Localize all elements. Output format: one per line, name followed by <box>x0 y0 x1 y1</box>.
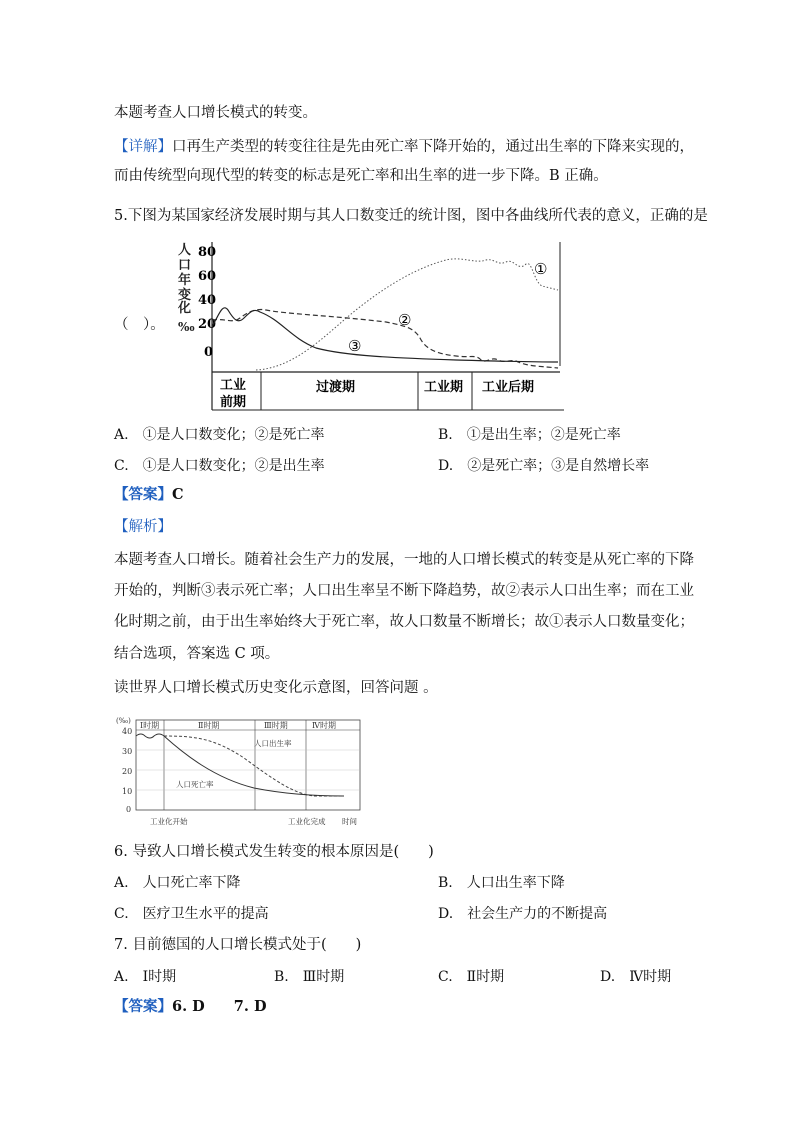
chart2-birth-label: 人口出生率 <box>254 739 292 748</box>
chart2-unit: (‰) <box>116 717 131 725</box>
curve-3-death <box>212 308 558 362</box>
chart2-period-4: Ⅳ时期 <box>312 721 336 730</box>
q6-option-c: C. 医疗卫生水平的提高 <box>114 906 269 922</box>
chart2-period-3: Ⅲ时期 <box>264 721 288 730</box>
q5-analysis-1: 本题考查人口增长。随着社会生产力的发展，一地的人口增长模式的转变是从死亡率的下降 <box>114 552 694 568</box>
q6-option-a: A. 人口死亡率下降 <box>114 875 241 891</box>
period-transition: 过渡期 <box>316 380 356 395</box>
q7-option-c: C. Ⅱ时期 <box>438 969 505 985</box>
chart2-death-label: 人口死亡率 <box>176 780 214 789</box>
period-industrial: 工业期 <box>424 380 464 395</box>
curve-label-2: ② <box>398 311 412 329</box>
chart2-xlabel-end: 工业化完成 <box>288 817 326 826</box>
chart2-ytick: 20 <box>122 767 133 776</box>
detail-line-1 <box>114 137 694 157</box>
chart2-ytick: 30 <box>122 747 133 756</box>
q7-option-d: D. Ⅳ时期 <box>600 969 672 985</box>
chart2-ytick: 40 <box>122 727 133 736</box>
chart1-permille: ‰ <box>178 320 195 334</box>
q5-option-b: B. ①是出生率；②是死亡率 <box>438 427 621 443</box>
chart2-period-1: Ⅰ时期 <box>140 721 160 730</box>
q5-analysis-4: 结合选项，答案选 C 项。 <box>114 646 280 662</box>
q5-analysis-tag: 【解析】 <box>114 519 172 535</box>
chart1-ytick: 80 <box>198 245 217 260</box>
chart2-xlabel-time: 时间 <box>342 817 357 826</box>
curve-label-1: ① <box>534 260 548 278</box>
q7-option-b: B. Ⅲ时期 <box>274 969 345 985</box>
chart2-xlabel-start: 工业化开始 <box>150 817 188 826</box>
period-pre-industrial-2: 前期 <box>220 395 247 410</box>
chart1-ytick: 20 <box>198 317 217 332</box>
q67-intro: 读世界人口增长模式历史变化示意图，回答问题 。 <box>114 680 438 696</box>
q5-option-a: A. ①是人口数变化；②是死亡率 <box>114 427 325 443</box>
detail-text-1: 口再生产类型的转变往往是先由死亡率下降开始的，通过出生率的下降来实现的， <box>172 139 694 155</box>
curve-2-birth <box>212 309 558 368</box>
chart1-ytick: 0 <box>204 345 214 360</box>
q5-option-c: C. ①是人口数变化；②是出生率 <box>114 458 325 474</box>
detail-line-2: 而由传统型向现代型的转变的标志是死亡率和出生率的进一步下降。B 正确。 <box>114 168 608 184</box>
q5-analysis-3: 化时期之前，由于出生率始终大于死亡率，故人口数量不断增长；故①表示人口数量变化； <box>114 614 694 630</box>
q5-analysis-2: 开始的，判断③表示死亡率；人口出生率呈不断下降趋势，故②表示人口出生率；而在工业 <box>114 583 694 599</box>
curve-label-3: ③ <box>348 337 362 355</box>
q7-stem: 7. 目前德国的人口增长模式处于( ) <box>114 937 362 953</box>
chart1-ytick: 60 <box>198 269 217 284</box>
q7-option-a: A. Ⅰ时期 <box>114 969 177 985</box>
detail-tag: 【详解】 <box>114 139 172 155</box>
chart2-ytick: 10 <box>122 787 133 796</box>
chart1-ylabel: 人 口 年 变 化 <box>178 243 192 316</box>
q6-stem: 6. 导致人口增长模式发生转变的根本原因是( ) <box>114 844 434 860</box>
chart2-period-2: Ⅱ时期 <box>198 721 220 730</box>
q5-option-d: D. ②是死亡率；③是自然增长率 <box>438 458 650 474</box>
final-answer: 【答案】6. D 7. D <box>114 998 267 1015</box>
population-chart <box>176 238 568 414</box>
q5-stem: 5.下图为某国家经济发展时期与其人口数变迁的统计图，图中各曲线所代表的意义，正确的是 <box>114 208 708 224</box>
q5-answer: 【答案】C <box>114 486 184 503</box>
intro-line: 本题考查人口增长模式的转变。 <box>114 105 317 121</box>
period-pre-industrial-1: 工业 <box>220 378 247 393</box>
chart1-ytick: 40 <box>198 293 217 308</box>
period-post-industrial: 工业后期 <box>482 380 535 395</box>
q5-paren: （ ）。 <box>114 317 165 333</box>
q6-option-b: B. 人口出生率下降 <box>438 875 565 891</box>
population-model-chart <box>114 714 368 832</box>
q6-option-d: D. 社会生产力的不断提高 <box>438 906 608 922</box>
chart2-ytick: 0 <box>126 805 132 814</box>
